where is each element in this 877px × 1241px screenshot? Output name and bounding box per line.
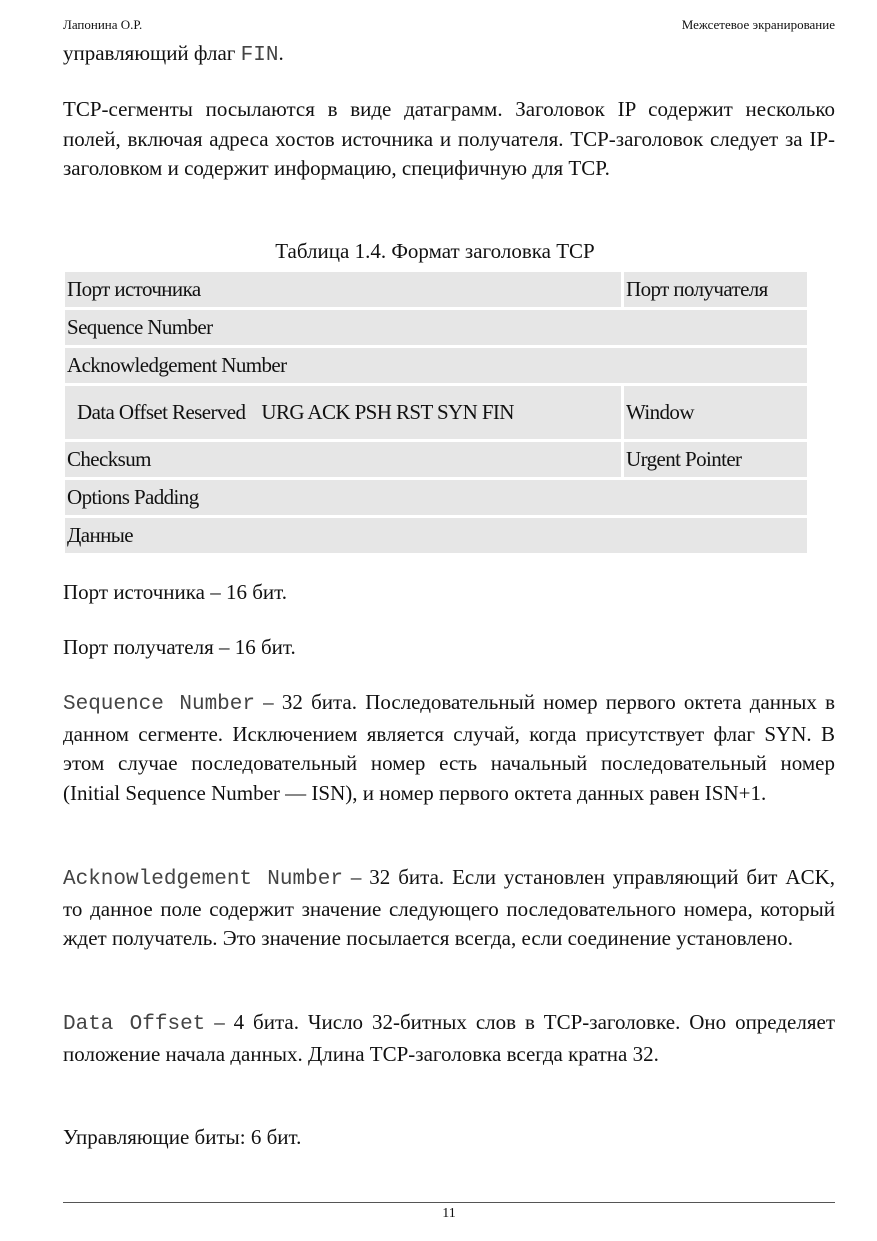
page-number: 11 bbox=[442, 1206, 456, 1221]
table-row bbox=[65, 518, 807, 553]
table-row bbox=[65, 386, 807, 439]
table-row bbox=[65, 442, 807, 477]
top-line-prefix: управляющий флаг bbox=[63, 41, 241, 65]
header-title: Межсетевое экранирование bbox=[681, 17, 835, 32]
cell-control-flags: URG ACK PSH RST SYN FIN bbox=[261, 400, 514, 424]
data-offset-desc bbox=[63, 1008, 835, 1069]
header-author: Лапонина О.Р. bbox=[63, 17, 143, 32]
cell-options-padding: Options Padding bbox=[65, 480, 807, 515]
cell-offset-flags bbox=[65, 386, 621, 439]
ack-term: Acknowledgement Number bbox=[63, 868, 343, 891]
seq-number-desc bbox=[63, 688, 835, 808]
offset-term: Data Offset bbox=[63, 1013, 206, 1036]
table-row bbox=[65, 272, 807, 307]
offset-text: – 4 бита. Число 32-битных слов в TCP-заголовке. Оно определяет положение начала данных. Длина TCP-заголовка всегда кратна 32. bbox=[63, 1010, 835, 1066]
table-row bbox=[65, 480, 807, 515]
cell-data-offset-reserved: Data Offset Reserved bbox=[77, 400, 246, 424]
seq-text: – 32 бита. Последовательный номер первого октета данных в данном сегменте. Исключением является случай, когда присутствует флаг SYN. В этом случае последовательный номер есть начальный последовательный номер (Initial Sequence Number — ISN), и номер первого октета данных равен ISN+1. bbox=[63, 690, 835, 805]
dst-port-desc: Порт получателя – 16 бит. bbox=[63, 635, 296, 659]
cell-data: Данные bbox=[65, 518, 807, 553]
table-caption: Таблица 1.4. Формат заголовка TCP bbox=[275, 239, 595, 263]
top-line bbox=[63, 39, 835, 71]
cell-sequence-number: Sequence Number bbox=[65, 310, 807, 345]
ack-text: – 32 бита. Если установлен управляющий бит ACK, то данное поле содержит значение следующего последовательного номера, который ждет получатель. Это значение посылается всегда, если соединение установлено. bbox=[63, 865, 835, 950]
footer-divider bbox=[63, 1202, 835, 1203]
cell-source-port: Порт источника bbox=[65, 272, 621, 307]
cell-checksum: Checksum bbox=[65, 442, 621, 477]
control-bits-desc: Управляющие биты: 6 бит. bbox=[63, 1125, 302, 1149]
top-line-suffix: . bbox=[278, 41, 284, 65]
intro-paragraph: TCP-сегменты посылаются в виде датаграмм. Заголовок IP содержит несколько полей, включая адреса хостов источника и получателя. TCP-заголовок следует за IP-заголовком и содержит информацию, специфичную для TCP. bbox=[63, 97, 835, 180]
table-row bbox=[65, 310, 807, 345]
tcp-header-table bbox=[65, 272, 807, 556]
cell-urgent-pointer: Urgent Pointer bbox=[624, 442, 807, 477]
fin-flag-code: FIN bbox=[240, 44, 279, 67]
cell-window: Window bbox=[624, 386, 807, 439]
ack-number-desc bbox=[63, 863, 835, 954]
seq-term: Sequence Number bbox=[63, 693, 255, 716]
table-row bbox=[65, 348, 807, 383]
cell-dest-port: Порт получателя bbox=[624, 272, 807, 307]
cell-ack-number: Acknowledgement Number bbox=[65, 348, 807, 383]
src-port-desc: Порт источника – 16 бит. bbox=[63, 580, 287, 604]
